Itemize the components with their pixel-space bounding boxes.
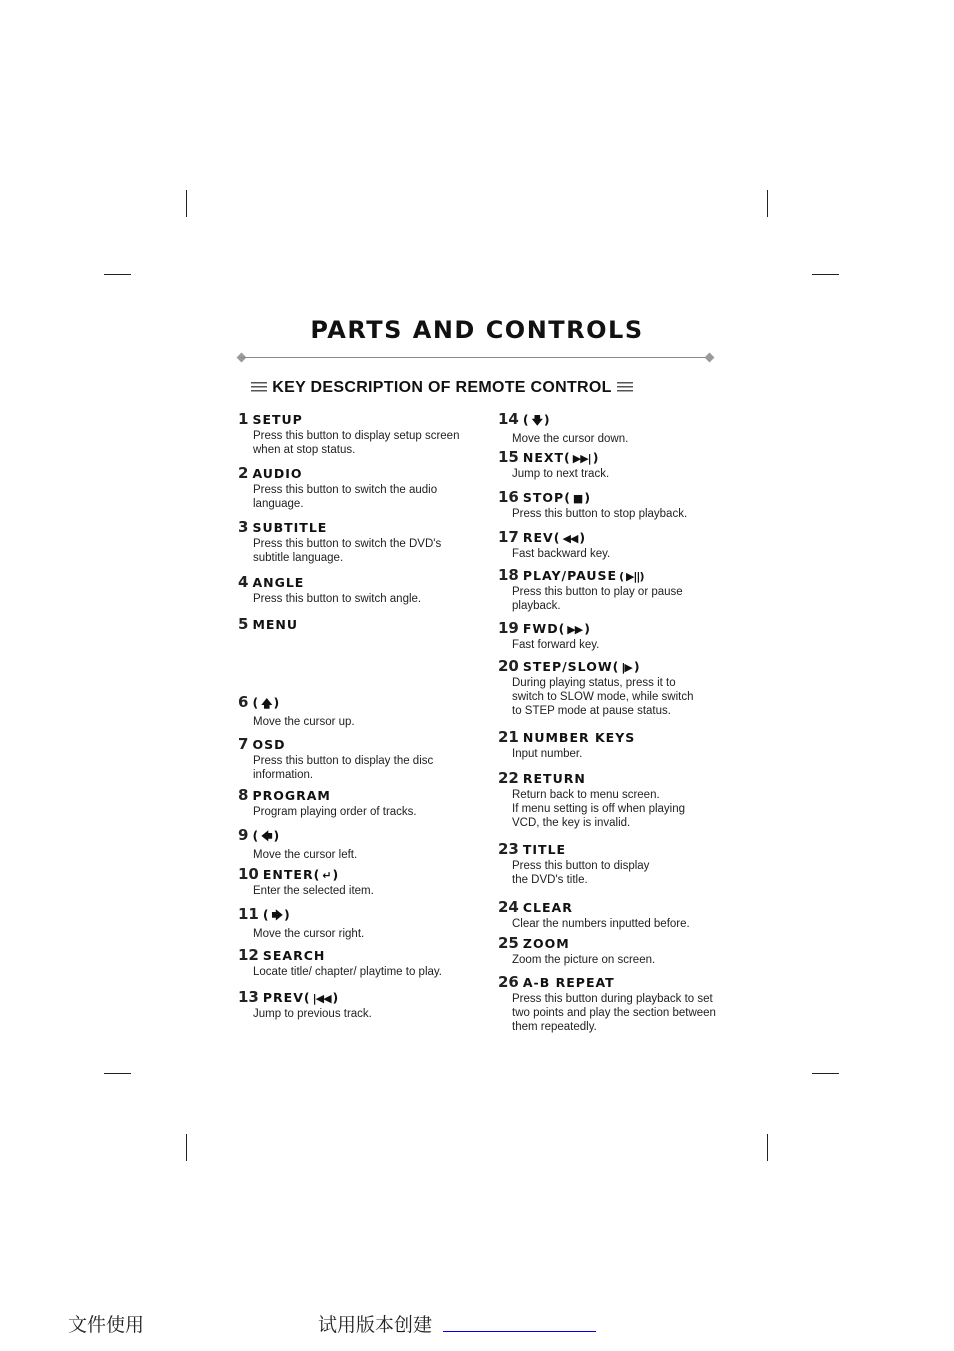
key-item [498,898,738,931]
description-line: Enter the selected item. [253,885,374,897]
key-item [238,573,478,606]
key-item-number: 6 [238,693,249,711]
key-item-label: TITLE [522,842,567,857]
description-line: Press this button to display the disc [253,755,434,767]
key-item-heading [498,488,738,506]
key-item-label: PREV( [262,990,311,1005]
key-item-heading [238,905,478,926]
key-item [238,410,478,457]
key-item-heading [238,786,478,804]
key-item-description [512,859,738,887]
description-line: Program playing order of tracks. [253,806,417,818]
key-item-number: 13 [238,988,259,1006]
key-item-label: SUBTITLE [252,520,328,535]
key-symbol-icon: |◀◀ [312,992,331,1005]
key-item-heading [498,769,738,787]
crop-mark-top-left-vertical [186,190,187,217]
key-item-heading [238,464,478,482]
key-item-label: ENTER( [262,867,321,882]
key-item-description [253,965,478,979]
description-line: Press this button to display [512,860,650,872]
description-line: Press this button during playback to set [512,993,713,1005]
key-item [238,518,478,565]
key-item-description [512,547,738,561]
key-item-label-end: ) [273,828,281,843]
description-line: Press this button to switch the DVD's [253,538,442,550]
footer-left-text: 文件使用 [68,1314,145,1336]
key-item-number: 20 [498,657,519,675]
key-item-label-end: ) [584,621,591,636]
key-item-heading [498,728,738,746]
menu-lines-icon [617,382,633,392]
key-item-heading [498,619,738,637]
key-item-label-end: ) [633,659,641,674]
key-item [238,464,478,511]
crop-mark-bottom-left-vertical [186,1134,187,1161]
key-item-description [512,747,738,761]
key-item-description [512,992,738,1034]
description-line: playback. [512,600,561,612]
key-symbol-icon: ◀◀ [562,532,578,545]
key-item-number: 8 [238,786,249,804]
key-item-description [512,676,738,718]
key-item-heading [238,573,478,591]
key-item-label: SEARCH [262,948,326,963]
key-item-number: 18 [498,566,519,584]
key-item-label: RETURN [522,771,586,786]
key-item-heading [498,840,738,858]
key-item-label: OSD [252,737,286,752]
key-item [498,973,738,1034]
key-item-heading [498,898,738,916]
key-item-description [512,432,738,446]
menu-lines-icon [251,382,267,392]
key-item-description [512,638,738,652]
description-line: Press this button to switch angle. [253,593,422,605]
section-heading-text: KEY DESCRIPTION OF REMOTE CONTROL [272,379,612,396]
description-line: VCD, the key is invalid. [512,817,631,829]
section-heading [0,379,884,397]
key-item [498,728,738,761]
key-item-description [512,953,738,967]
key-item-number: 21 [498,728,519,746]
key-item-heading [498,934,738,952]
key-symbol-icon: ▶▶| [572,452,591,465]
key-item [498,488,738,521]
key-item-label: ( [252,695,260,710]
key-item-description [253,848,478,862]
key-item-number: 10 [238,865,259,883]
key-item-label: STEP/SLOW( [522,659,620,674]
key-item [498,934,738,967]
key-item-heading [498,528,738,546]
key-item [238,865,478,898]
key-item-label-end: ) [332,867,340,882]
key-item-number: 11 [238,905,259,923]
key-item-heading [238,518,478,536]
key-item-number: 2 [238,464,249,482]
key-item-number: 14 [498,410,519,428]
description-line: switch to SLOW mode, while switch [512,691,694,703]
key-item-label-end: ) [543,412,551,427]
key-item [498,769,738,830]
key-item-heading [238,988,478,1006]
key-item [238,988,478,1021]
key-item-label: CLEAR [522,900,573,915]
key-symbol-icon: 🡄 [261,830,272,843]
description-line: to STEP mode at pause status. [512,705,671,717]
description-line: Jump to next track. [512,468,610,480]
key-item-description [512,507,738,521]
key-item-heading [498,448,738,466]
key-item-description [253,1007,478,1021]
key-item-number: 19 [498,619,519,637]
footer-mid-text: 试用版本创建 [318,1314,433,1336]
description-line: Press this button to switch the audio [253,484,438,496]
key-item-label-end: ) [283,907,291,922]
key-item-heading [498,410,738,431]
key-item-number: 7 [238,735,249,753]
key-item-number: 5 [238,615,249,633]
key-item [498,619,738,652]
key-item-number: 1 [238,410,249,428]
key-item-description [512,917,738,931]
description-line: Press this button to play or pause [512,586,683,598]
key-item-number: 15 [498,448,519,466]
key-item [238,905,478,941]
key-item-label: PLAY/PAUSE [522,568,618,583]
key-item-number: 23 [498,840,519,858]
description-line: Move the cursor down. [512,433,629,445]
description-line: when at stop status. [253,444,356,456]
key-symbol-icon: 🡇 [531,414,542,427]
key-item-label: AUDIO [252,466,303,481]
key-item-description [253,715,478,729]
key-item [498,410,738,446]
description-line: Locate title/ chapter/ playtime to play. [253,966,442,978]
key-item-label: SETUP [252,412,303,427]
footer-link[interactable] [443,1331,596,1332]
key-item-number: 17 [498,528,519,546]
key-item [238,693,478,729]
key-item-label: A-B REPEAT [522,975,615,990]
crop-mark-bottom-left-horizontal [104,1073,131,1074]
description-line: Press this button to stop playback. [512,508,688,520]
key-item [498,840,738,887]
key-item-description [512,467,738,481]
key-item-label: ANGLE [252,575,305,590]
key-item-label-end: ) [332,990,340,1005]
key-item [238,946,478,979]
key-item-heading [498,973,738,991]
description-line: language. [253,498,304,510]
description-line: information. [253,769,314,781]
key-item-label: STOP( [522,490,571,505]
crop-mark-bottom-right-horizontal [812,1073,839,1074]
key-item-heading [498,657,738,675]
key-item-number: 3 [238,518,249,536]
key-item-description [253,805,478,819]
description-line: the DVD's title. [512,874,588,886]
key-item-label: ZOOM [522,936,570,951]
key-item-label: REV( [522,530,561,545]
key-item-description [253,483,478,511]
key-item-number: 9 [238,826,249,844]
key-item-label: MENU [252,617,299,632]
key-item [498,528,738,561]
key-item-number: 26 [498,973,519,991]
key-item [238,615,478,633]
description-line: Move the cursor left. [253,849,358,861]
key-symbol-icon: ▶▶ [567,623,583,636]
description-line: Return back to menu screen. [512,789,660,801]
key-item-description [512,788,738,830]
description-line: Zoom the picture on screen. [512,954,656,966]
key-item-label-end: ) [273,695,281,710]
key-symbol-icon: ■ [572,492,583,505]
key-item-number: 16 [498,488,519,506]
key-item-number: 24 [498,898,519,916]
key-item [238,735,478,782]
key-symbol-icon: ( ▶||) [619,570,644,583]
description-line: two points and play the section between [512,1007,716,1019]
key-item-heading [238,735,478,753]
key-symbol-icon: |▶ [621,661,632,674]
key-item-label: ( [262,907,270,922]
key-item-number: 22 [498,769,519,787]
crop-mark-top-right-vertical [767,190,768,217]
description-line: subtitle language. [253,552,344,564]
key-item-heading [238,410,478,428]
key-item-description [253,537,478,565]
key-item-heading [238,615,478,633]
key-item-label: ( [522,412,530,427]
key-item-label-end: ) [579,530,587,545]
crop-mark-top-right-horizontal [812,274,839,275]
key-item [498,657,738,718]
key-item [238,826,478,862]
description-line: Clear the numbers inputted before. [512,918,690,930]
key-item [498,566,738,613]
key-item-label: NEXT( [522,450,571,465]
title-rule-right-diamond-icon [705,353,715,363]
key-item-heading [238,693,478,714]
key-item-heading [238,826,478,847]
key-item-label: ( [252,828,260,843]
key-item-number: 4 [238,573,249,591]
page-title: PARTS AND CONTROLS [310,316,644,344]
key-item-heading [498,566,738,584]
description-line: Press this button to display setup screen [253,430,460,442]
key-item-number: 25 [498,934,519,952]
key-item-label-end: ) [584,490,592,505]
description-line: Jump to previous track. [253,1008,372,1020]
key-item-number: 12 [238,946,259,964]
key-item-description [253,592,478,606]
key-item-description [512,585,738,613]
description-line: If menu setting is off when playing [512,803,686,815]
key-item-label-end: ) [592,450,600,465]
key-item [498,448,738,481]
key-item [238,786,478,819]
description-line: Move the cursor up. [253,716,355,728]
description-line: Fast backward key. [512,548,611,560]
description-line: During playing status, press it to [512,677,676,689]
key-item-description [253,429,478,457]
key-item-label: PROGRAM [252,788,331,803]
key-item-description [253,884,478,898]
description-line: them repeatedly. [512,1021,597,1033]
crop-mark-top-left-horizontal [104,274,131,275]
key-item-heading [238,946,478,964]
key-item-label: NUMBER KEYS [522,730,636,745]
key-symbol-icon: 🡅 [261,697,272,710]
key-symbol-icon: ↵ [322,869,331,882]
description-line: Fast forward key. [512,639,600,651]
key-item-description [253,927,478,941]
description-line: Input number. [512,748,583,760]
crop-mark-bottom-right-vertical [767,1134,768,1161]
key-item-label: FWD( [522,621,566,636]
key-item-description [253,754,478,782]
description-line: Move the cursor right. [253,928,365,940]
key-symbol-icon: 🡆 [271,909,282,922]
key-item-heading [238,865,478,883]
title-rule [241,357,711,358]
